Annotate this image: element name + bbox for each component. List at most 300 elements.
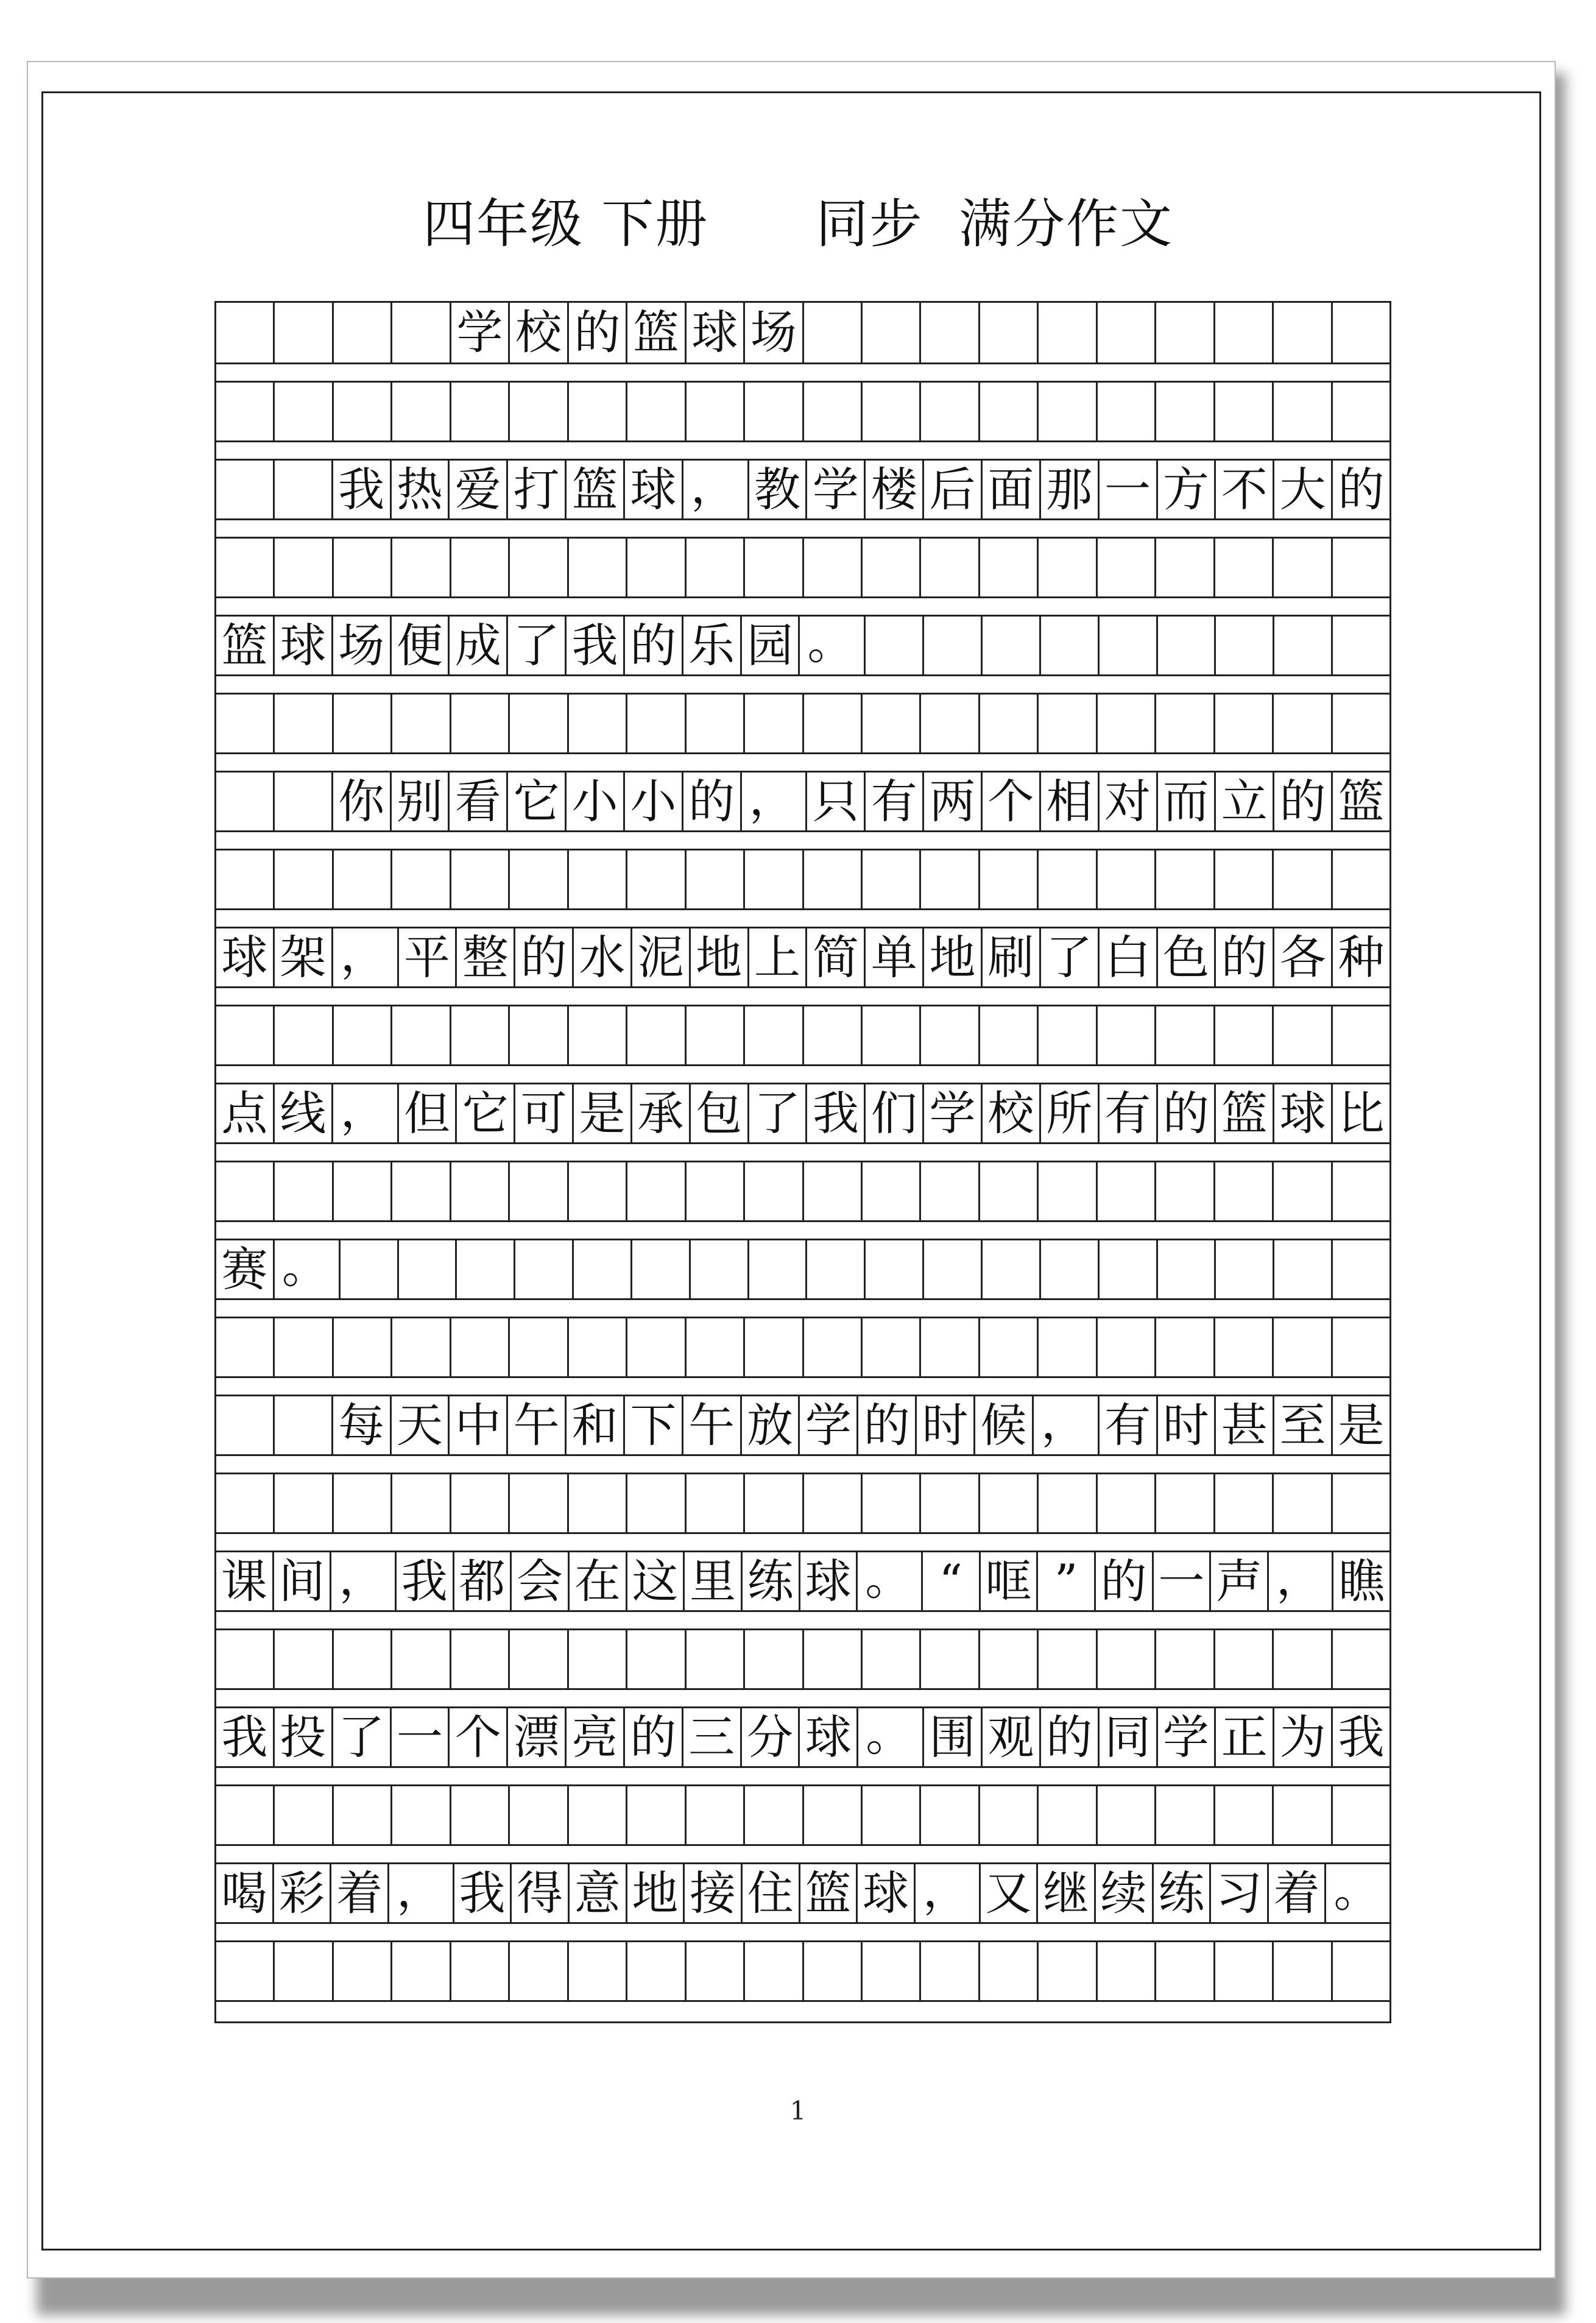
grid-cell: 的 — [1156, 1084, 1215, 1142]
grid-cell — [572, 1240, 630, 1298]
grid-cell — [802, 850, 861, 908]
grid-cell — [978, 1942, 1037, 2000]
grid-cell — [1037, 1006, 1095, 1064]
grid-cell — [1096, 695, 1154, 752]
grid-spacer — [216, 1766, 1389, 1784]
grid-cell: “ — [921, 1552, 979, 1610]
grid-cell — [1154, 1474, 1213, 1532]
grid-cell — [508, 1006, 567, 1064]
grid-cell — [1154, 1630, 1213, 1688]
grid-cell — [919, 1630, 978, 1688]
grid-cell — [685, 1474, 743, 1532]
grid-cell: 学 — [1156, 1708, 1215, 1766]
grid-cell: 每 — [331, 1396, 390, 1454]
grid-cell — [332, 1318, 390, 1376]
grid-cell — [273, 695, 331, 752]
grid-cell: 别 — [390, 773, 448, 830]
grid-row — [216, 1550, 1389, 1610]
grid-cell — [978, 695, 1037, 752]
grid-cell: 后 — [922, 461, 981, 518]
grid-cell — [1096, 1786, 1154, 1844]
grid-spacer — [216, 2000, 1389, 2018]
grid-cell — [273, 1396, 331, 1454]
grid-cell — [332, 695, 390, 752]
grid-cell — [685, 383, 743, 440]
grid-cell — [919, 1006, 978, 1064]
grid-cell: 为 — [1273, 1708, 1331, 1766]
grid-row — [216, 1395, 1389, 1454]
grid-spacer — [216, 1142, 1389, 1161]
grid-cell — [919, 1318, 978, 1376]
grid-cell: 时 — [1156, 1396, 1215, 1454]
grid-cell: 校 — [508, 303, 567, 362]
grid-cell — [802, 1942, 861, 2000]
grid-cell: 赛 — [221, 1242, 268, 1296]
grid-cell: 们 — [864, 1084, 922, 1142]
grid-cell: 我 — [221, 1710, 268, 1764]
grid-cell — [1331, 695, 1389, 752]
grid-cell — [1331, 1162, 1389, 1220]
grid-cell: ， — [682, 461, 747, 518]
grid-row — [216, 1784, 1389, 1844]
grid-cell — [390, 1786, 449, 1844]
grid-cell — [978, 383, 1037, 440]
grid-cell: 习 — [1209, 1864, 1267, 1922]
grid-cell: 点 — [221, 1086, 268, 1140]
grid-cell — [1272, 383, 1330, 440]
grid-cell: 便 — [390, 617, 448, 674]
grid-cell — [1096, 1006, 1154, 1064]
grid-cell: 都 — [453, 1552, 510, 1610]
grid-cell: ， — [740, 773, 806, 830]
grid-row — [216, 1628, 1389, 1688]
grid-cell — [216, 1786, 273, 1844]
grid-cell — [626, 1630, 684, 1688]
grid-cell — [273, 461, 331, 518]
grid-cell — [1154, 1318, 1213, 1376]
grid-cell — [802, 1006, 861, 1064]
grid-cell — [1037, 303, 1095, 362]
grid-cell: 着 — [330, 1864, 387, 1922]
grid-row — [216, 1862, 1389, 1922]
grid-cell: 我 — [565, 617, 623, 674]
grid-cell — [861, 1474, 919, 1532]
grid-cell: ， — [914, 1864, 979, 1922]
grid-cell — [802, 1630, 861, 1688]
grid-cell — [743, 1318, 802, 1376]
grid-cell — [1037, 383, 1095, 440]
grid-cell — [450, 1942, 508, 2000]
grid-cell — [1037, 695, 1095, 752]
grid-cell: 午 — [506, 1396, 565, 1454]
grid-cell — [1154, 1006, 1213, 1064]
grid-cell: 的 — [856, 1396, 915, 1454]
grid-cell — [743, 1474, 802, 1532]
grid-cell — [1096, 1162, 1154, 1220]
grid-cell: 午 — [682, 1396, 740, 1454]
grid-cell — [685, 1162, 743, 1220]
grid-cell: 球 — [273, 617, 331, 674]
grid-cell — [685, 695, 743, 752]
grid-cell — [1213, 1942, 1272, 2000]
grid-cell — [567, 1162, 626, 1220]
grid-cell — [864, 617, 922, 674]
grid-cell — [922, 1240, 981, 1298]
grid-cell: 。 — [1324, 1864, 1389, 1922]
grid-cell: 一 — [1152, 1552, 1210, 1610]
grid-cell — [273, 773, 331, 830]
grid-row — [216, 537, 1389, 596]
grid-cell — [273, 383, 331, 440]
grid-cell: 上 — [747, 928, 806, 986]
grid-cell — [1272, 1786, 1330, 1844]
grid-cell: 个 — [981, 773, 1039, 830]
grid-cell — [1213, 850, 1272, 908]
grid-cell — [626, 1318, 684, 1376]
grid-cell — [1272, 539, 1330, 596]
grid-cell: 的 — [1094, 1552, 1152, 1610]
grid-cell: 有 — [864, 773, 922, 830]
grid-cell — [685, 539, 743, 596]
grid-cell — [1214, 617, 1273, 674]
grid-cell — [626, 850, 684, 908]
grid-cell: 地 — [922, 928, 981, 986]
grid-cell: 看 — [448, 773, 506, 830]
grid-cell — [1331, 383, 1389, 440]
grid-cell: 的 — [1331, 461, 1389, 518]
grid-cell — [216, 1474, 273, 1532]
grid-cell — [626, 695, 684, 752]
grid-cell — [1096, 1318, 1154, 1376]
grid-cell — [861, 1942, 919, 2000]
grid-cell — [273, 1942, 331, 2000]
grid-cell — [216, 773, 273, 830]
grid-cell: 在 — [568, 1552, 626, 1610]
grid-cell: 篮 — [221, 618, 268, 673]
grid-cell — [508, 1786, 567, 1844]
grid-cell — [861, 1630, 919, 1688]
grid-cell — [919, 303, 978, 362]
grid-cell — [273, 1474, 331, 1532]
grid-cell — [919, 1474, 978, 1532]
grid-cell — [1037, 539, 1095, 596]
grid-cell: 我 — [331, 461, 390, 518]
grid-cell — [1331, 1240, 1389, 1298]
page-title: 四年级 下册 同步 满分作文 — [422, 194, 1174, 255]
grid-cell: ， — [331, 928, 397, 986]
grid-spacer — [216, 1220, 1389, 1239]
grid-cell: 。 — [273, 1240, 339, 1298]
grid-cell: 我 — [453, 1864, 510, 1922]
grid-cell: 时 — [915, 1396, 973, 1454]
grid-cell: 。 — [856, 1708, 922, 1766]
grid-cell — [919, 695, 978, 752]
grid-cell — [332, 383, 390, 440]
grid-cell — [216, 1942, 273, 2000]
grid-cell: 正 — [1214, 1708, 1273, 1766]
grid-cell — [216, 1630, 273, 1688]
grid-cell: 着 — [1267, 1864, 1325, 1922]
grid-cell: 得 — [510, 1864, 568, 1922]
grid-cell — [685, 1006, 743, 1064]
grid-spacer — [216, 1844, 1389, 1862]
grid-cell: 球 — [221, 930, 268, 985]
grid-cell — [802, 1318, 861, 1376]
grid-cell — [273, 1162, 331, 1220]
grid-row — [216, 1083, 1389, 1142]
grid-cell — [450, 1006, 508, 1064]
grid-cell — [1154, 695, 1213, 752]
grid-cell — [861, 1786, 919, 1844]
grid-cell — [1331, 617, 1389, 674]
grid-cell — [1331, 1318, 1389, 1376]
grid-cell — [567, 695, 626, 752]
grid-cell — [802, 1786, 861, 1844]
grid-cell: 小 — [565, 773, 623, 830]
grid-cell — [390, 1162, 449, 1220]
grid-cell: 住 — [741, 1864, 799, 1922]
grid-cell — [743, 1942, 802, 2000]
grid-cell — [216, 1162, 273, 1220]
grid-cell — [861, 1318, 919, 1376]
grid-cell: 我 — [805, 1084, 864, 1142]
grid-cell — [508, 539, 567, 596]
grid-cell — [1098, 1240, 1156, 1298]
grid-cell — [626, 1006, 684, 1064]
grid-cell — [390, 1630, 449, 1688]
grid-cell — [743, 695, 802, 752]
grid-cell: 围 — [922, 1708, 981, 1766]
grid-cell — [1213, 539, 1272, 596]
grid-cell — [1096, 1942, 1154, 2000]
grid-cell — [567, 539, 626, 596]
grid-cell — [332, 1474, 390, 1532]
grid-cell: 立 — [1214, 773, 1273, 830]
grid-cell — [861, 539, 919, 596]
grid-spacer — [216, 596, 1389, 615]
grid-cell — [919, 850, 978, 908]
grid-cell — [861, 383, 919, 440]
grid-cell: 而 — [1156, 773, 1215, 830]
grid-cell — [1213, 383, 1272, 440]
grid-row — [216, 1706, 1389, 1766]
grid-cell: 架 — [273, 928, 331, 986]
grid-cell — [390, 1318, 449, 1376]
grid-cell — [1039, 617, 1098, 674]
grid-cell — [1273, 1240, 1331, 1298]
grid-row — [216, 1940, 1389, 2000]
grid-cell — [1154, 539, 1213, 596]
grid-cell: ， — [330, 1552, 395, 1610]
grid-cell: 小 — [623, 773, 682, 830]
grid-cell: 水 — [572, 928, 630, 986]
composition-grid — [214, 301, 1391, 2023]
grid-cell — [685, 1942, 743, 2000]
grid-cell — [1154, 1942, 1213, 2000]
grid-cell — [450, 1318, 508, 1376]
grid-cell — [450, 1474, 508, 1532]
grid-cell — [630, 1240, 689, 1298]
grid-cell — [861, 303, 919, 362]
grid-cell: 它 — [455, 1084, 514, 1142]
grid-cell: 是 — [1331, 1396, 1389, 1454]
grid-cell — [567, 1786, 626, 1844]
grid-cell — [689, 1240, 747, 1298]
grid-cell — [216, 1318, 273, 1376]
grid-cell: 你 — [331, 773, 390, 830]
grid-cell — [390, 303, 449, 362]
grid-cell: 单 — [864, 928, 922, 986]
grid-cell: 所 — [1039, 1084, 1098, 1142]
grid-cell: 个 — [448, 1708, 506, 1766]
grid-cell: 色 — [1156, 928, 1215, 986]
grid-cell — [978, 303, 1037, 362]
grid-cell — [508, 1630, 567, 1688]
grid-cell — [747, 1240, 806, 1298]
grid-cell — [397, 1240, 456, 1298]
grid-cell — [1213, 695, 1272, 752]
grid-cell — [861, 695, 919, 752]
grid-cell — [1272, 1006, 1330, 1064]
grid-cell — [1331, 1630, 1389, 1688]
grid-cell — [685, 1630, 743, 1688]
grid-cell: 球 — [856, 1864, 914, 1922]
grid-cell: 但 — [397, 1084, 456, 1142]
grid-spacer — [216, 518, 1389, 537]
grid-cell — [390, 850, 449, 908]
grid-cell: 和 — [565, 1396, 623, 1454]
grid-row — [216, 1005, 1389, 1064]
grid-cell: 比 — [1331, 1084, 1389, 1142]
grid-cell: 又 — [979, 1864, 1037, 1922]
grid-cell — [978, 850, 1037, 908]
grid-cell — [508, 1942, 567, 2000]
grid-cell — [919, 1942, 978, 2000]
grid-cell — [1213, 1630, 1272, 1688]
grid-cell: 哐 — [979, 1552, 1037, 1610]
grid-cell — [861, 1006, 919, 1064]
grid-cell — [390, 1942, 449, 2000]
grid-cell: 种 — [1331, 928, 1389, 986]
grid-cell: 只 — [805, 773, 864, 830]
grid-cell — [273, 1786, 331, 1844]
grid-cell: 练 — [741, 1552, 799, 1610]
grid-cell: 刷 — [981, 928, 1039, 986]
grid-cell — [802, 303, 861, 362]
grid-cell — [743, 1162, 802, 1220]
grid-cell: 平 — [397, 928, 456, 986]
grid-cell: ， — [331, 1084, 397, 1142]
grid-cell: 可 — [514, 1084, 572, 1142]
grid-cell — [1272, 303, 1330, 362]
grid-cell: 的 — [623, 617, 682, 674]
grid-cell: 相 — [1039, 773, 1098, 830]
grid-cell — [743, 1630, 802, 1688]
grid-cell — [922, 617, 981, 674]
grid-cell — [981, 617, 1039, 674]
grid-cell — [273, 1630, 331, 1688]
grid-spacer — [216, 362, 1389, 381]
grid-cell — [626, 1474, 684, 1532]
grid-cell — [978, 1474, 1037, 1532]
page-number: 1 — [789, 2096, 807, 2126]
grid-row — [216, 615, 1389, 674]
grid-cell: 球 — [623, 461, 682, 518]
grid-cell — [1273, 617, 1331, 674]
grid-cell — [450, 1630, 508, 1688]
grid-cell — [1096, 303, 1154, 362]
grid-cell — [1331, 1786, 1389, 1844]
grid-cell — [508, 1318, 567, 1376]
grid-cell — [978, 1318, 1037, 1376]
grid-cell: 篮 — [1214, 1084, 1273, 1142]
grid-cell — [802, 695, 861, 752]
grid-cell: 喝 — [221, 1865, 267, 1920]
grid-cell: 简 — [805, 928, 864, 986]
grid-cell: 热 — [390, 461, 448, 518]
grid-cell — [743, 539, 802, 596]
grid-cell — [216, 539, 273, 596]
grid-cell: 地 — [689, 928, 747, 986]
grid-cell: 了 — [331, 1708, 390, 1766]
grid-cell — [1272, 1630, 1330, 1688]
grid-cell — [626, 1942, 684, 2000]
grid-spacer — [216, 1610, 1389, 1628]
grid-cell: 声 — [1209, 1552, 1267, 1610]
grid-cell — [1154, 1786, 1213, 1844]
grid-cell — [1272, 1942, 1330, 2000]
grid-cell: 候 — [973, 1396, 1032, 1454]
grid-cell: 续 — [1094, 1864, 1152, 1922]
grid-row — [216, 771, 1389, 830]
grid-cell: 一 — [390, 1708, 448, 1766]
grid-cell — [1213, 1318, 1272, 1376]
grid-spacer — [216, 1298, 1389, 1317]
grid-cell — [1213, 1006, 1272, 1064]
grid-cell — [1037, 1474, 1095, 1532]
grid-cell: 不 — [1214, 461, 1273, 518]
grid-cell: 学 — [922, 1084, 981, 1142]
grid-cell — [1272, 695, 1330, 752]
grid-cell — [567, 1630, 626, 1688]
grid-cell — [1154, 850, 1213, 908]
grid-cell: 对 — [1098, 773, 1156, 830]
grid-spacer — [216, 1454, 1389, 1473]
grid-cell: 同 — [1098, 1708, 1156, 1766]
grid-cell: 。 — [798, 617, 864, 674]
grid-spacer — [216, 986, 1389, 1005]
grid-cell — [216, 850, 273, 908]
grid-cell — [1154, 1162, 1213, 1220]
grid-cell: 有 — [1098, 1084, 1156, 1142]
grid-cell — [1331, 850, 1389, 908]
grid-cell — [626, 383, 684, 440]
grid-cell: 篮 — [799, 1864, 856, 1922]
grid-spacer — [216, 674, 1389, 693]
grid-row — [216, 1161, 1389, 1220]
grid-cell — [1331, 1474, 1389, 1532]
grid-cell: 了 — [1039, 928, 1098, 986]
grid-cell — [273, 303, 331, 362]
grid-cell: 这 — [626, 1552, 683, 1610]
grid-cell — [1096, 383, 1154, 440]
grid-cell — [1272, 1474, 1330, 1532]
grid-cell: 两 — [922, 773, 981, 830]
grid-cell — [216, 1396, 273, 1454]
grid-cell — [685, 1318, 743, 1376]
grid-cell — [390, 539, 449, 596]
grid-cell: 线 — [273, 1084, 331, 1142]
